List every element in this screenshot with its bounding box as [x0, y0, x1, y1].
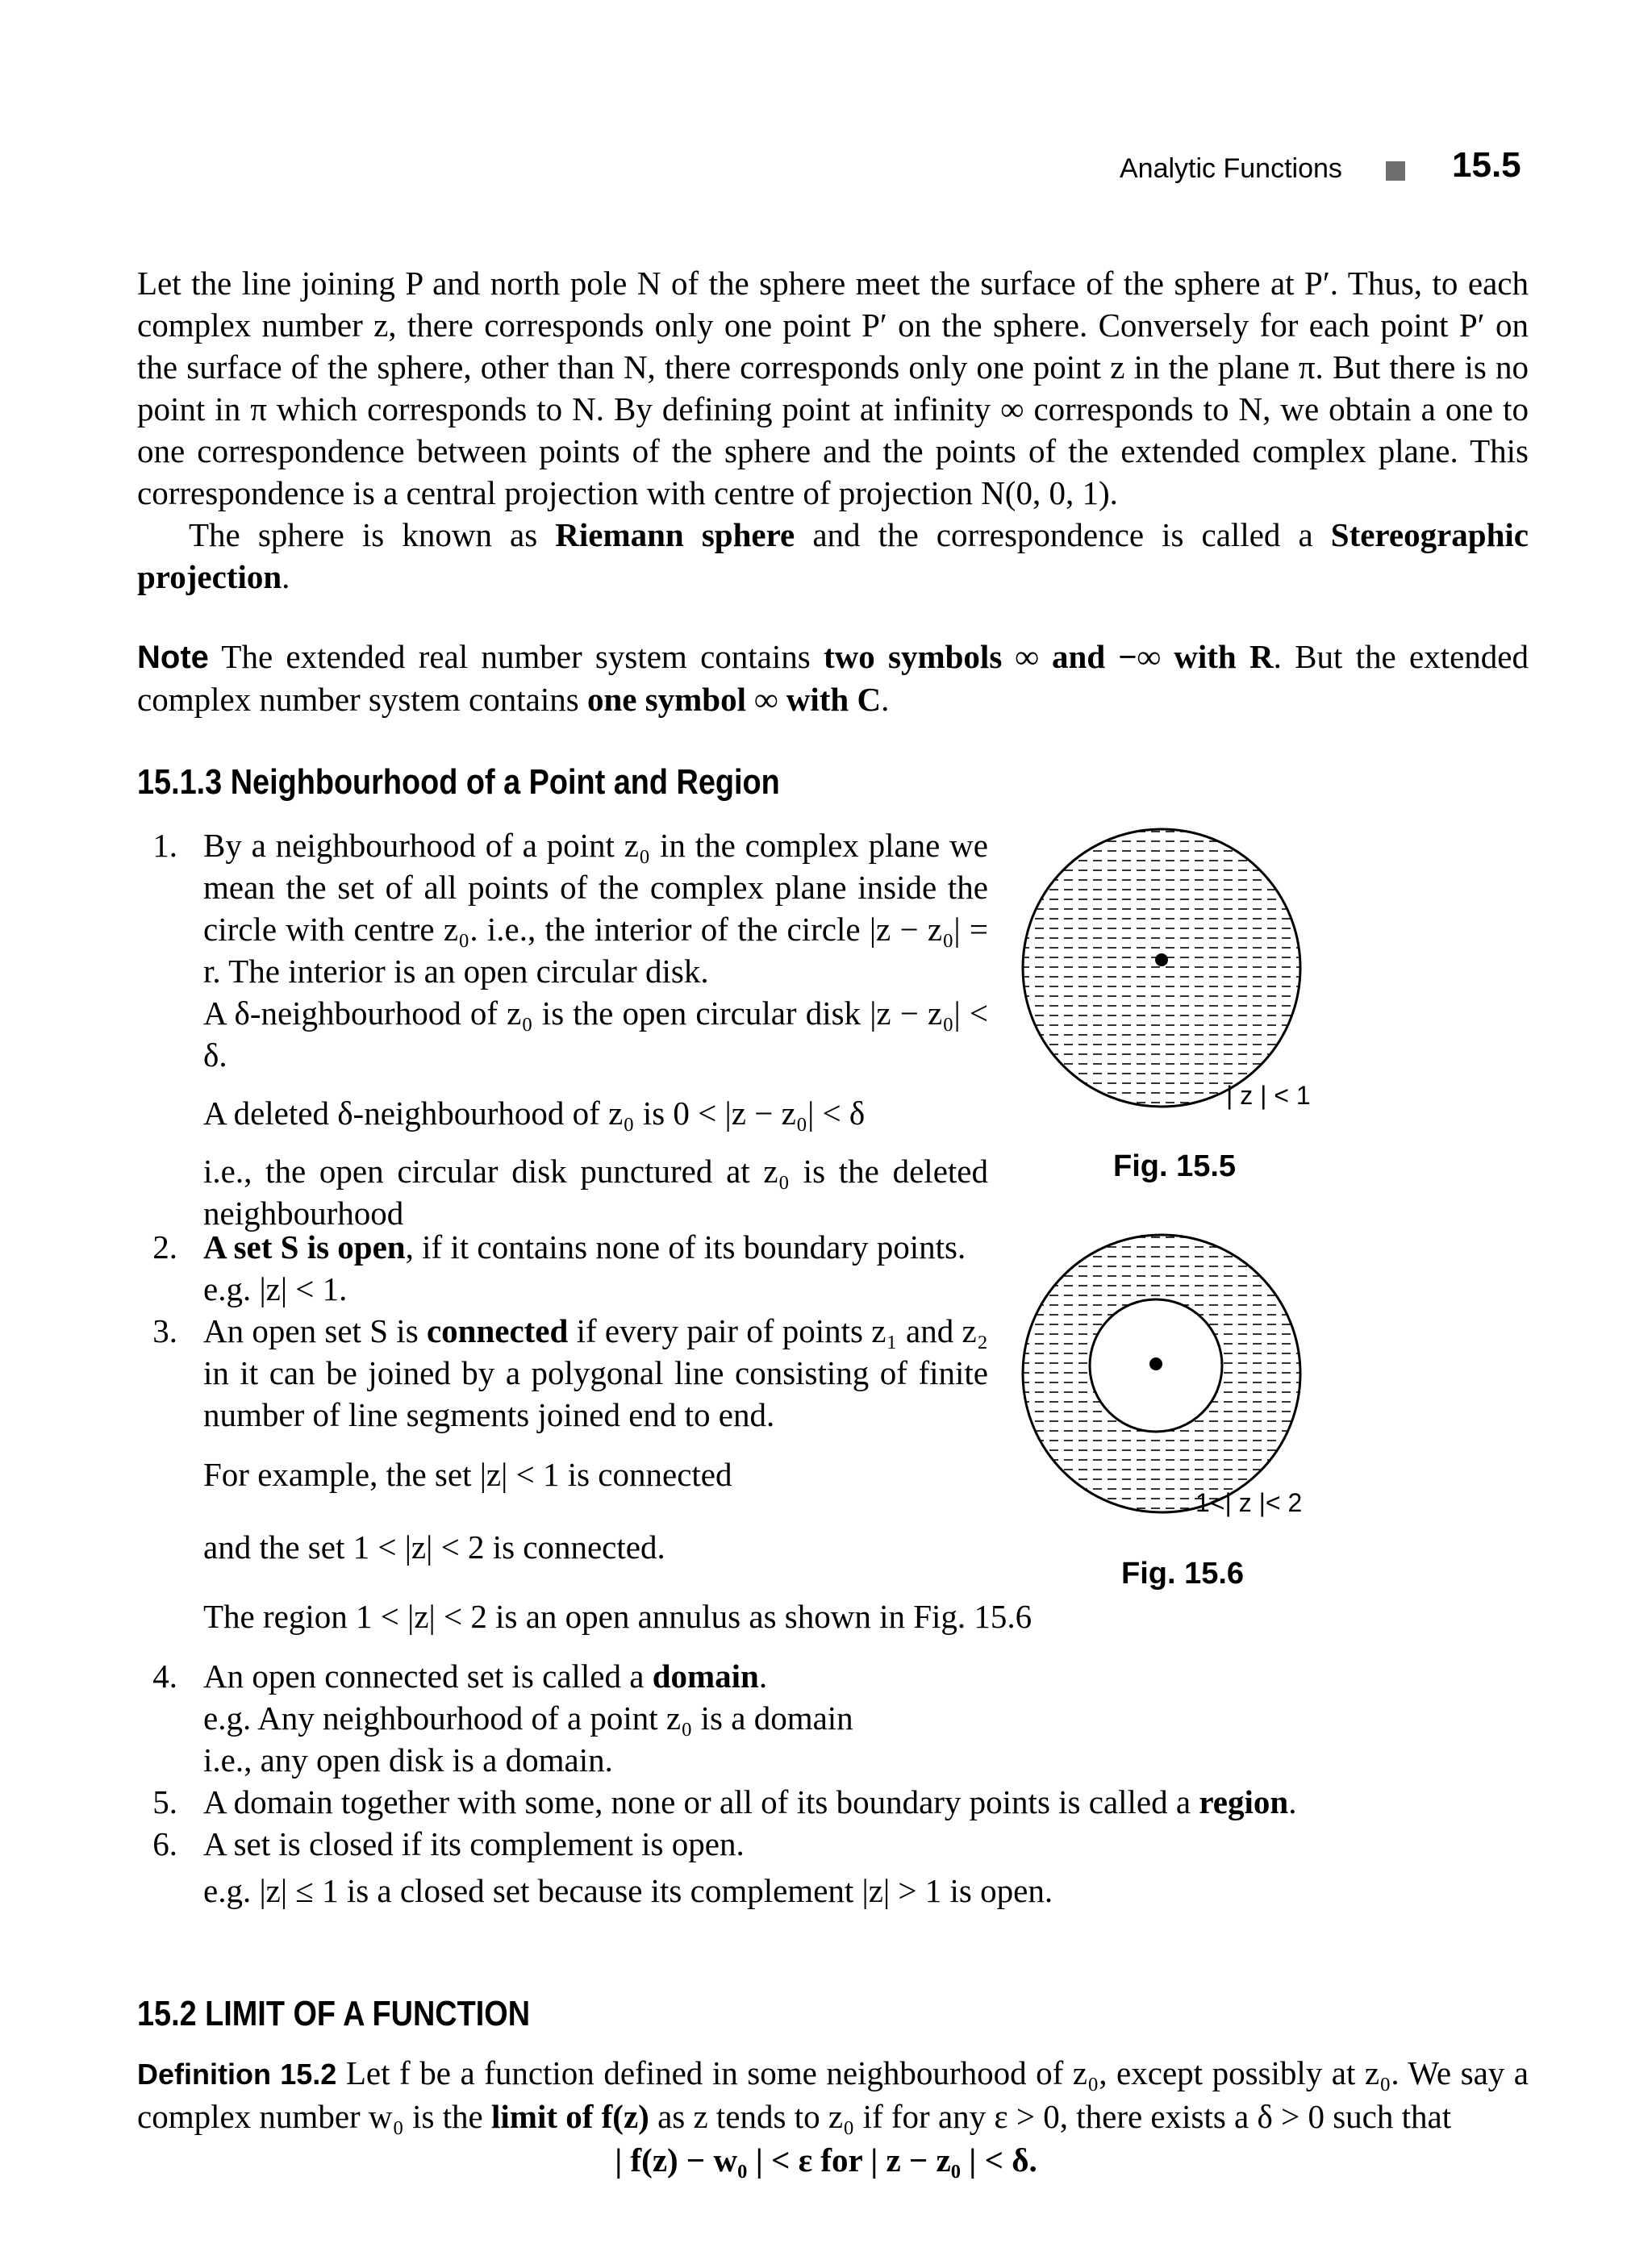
item3-text [203, 1310, 988, 1436]
center-point [1149, 1357, 1162, 1370]
header-square-icon [1386, 161, 1405, 181]
riemann-paragraph [137, 514, 1529, 598]
note-bold-1: two symbols ∞ and −∞ with R [823, 638, 1274, 675]
item3-example-2: and the set 1 < |z| < 2 is connected. [203, 1528, 665, 1566]
list-item-2 [137, 1226, 988, 1310]
item-number: 4. [152, 1658, 177, 1695]
note-bold-2: one symbol ∞ with C [586, 681, 882, 718]
item4-bold-term: domain [652, 1658, 759, 1695]
definition-text-1: Let f be a function defined in some neighbourhood of z₀, except possibly at z₀. We say a complex number w₀ is the [137, 2054, 1529, 2135]
figure-15-5-label: | z | < 1 [1226, 1081, 1311, 1110]
item2-text [203, 1226, 988, 1268]
limit-equation: | f(z) − w₀ | < ε for | z − z₀ | < δ. [615, 2141, 1037, 2179]
item2-rest: , if it contains none of its boundary points. [405, 1228, 966, 1266]
item5-bold-term: region [1199, 1783, 1289, 1820]
definition-label: Definition 15.2 [137, 2058, 337, 2091]
item3-example-1: For example, the set |z| < 1 is connected [203, 1456, 732, 1493]
item-number: 5. [152, 1783, 177, 1820]
item1-delta-neighbourhood: A δ-neighbourhood of z₀ is the open circular disk |z − z₀| < δ. [203, 995, 988, 1074]
disk-boundary [1023, 829, 1300, 1107]
item2-example: e.g. |z| < 1. [203, 1270, 348, 1307]
figure-15-6-label: 1<| z |< 2 [1195, 1488, 1303, 1517]
item1-punctured-disk: i.e., the open circular disk punctured at z₀ is the deleted neighbourhood [203, 1153, 988, 1232]
item-number: 6. [152, 1825, 177, 1862]
riemann-post: . [282, 558, 290, 595]
item1-definition: By a neighbourhood of a point z₀ in the complex plane we mean the set of all points of the complex plane inside the circle with centre z₀. i.e., the interior of the circle |z − z₀| = r. The interior is an open circular disk. [203, 827, 988, 990]
figure-15-6-annulus [1020, 1232, 1303, 1515]
item4-text [203, 1655, 1529, 1697]
figure-15-5-caption: Fig. 15.5 [1113, 1149, 1237, 1183]
item6-example: e.g. |z| ≤ 1 is a closed set because its complement |z| > 1 is open. [203, 1872, 1053, 1909]
item5-text [203, 1781, 1529, 1823]
figure-15-6-caption: Fig. 15.6 [1121, 1557, 1245, 1591]
section-heading-15-1-3: 15.1.3 Neighbourhood of a Point and Region [137, 762, 780, 802]
definition-15-2 [137, 2052, 1529, 2137]
item4-example: e.g. Any neighbourhood of a point z₀ is a domain [203, 1699, 853, 1737]
note-text-3: . [881, 681, 890, 718]
intro-text: Let the line joining P and north pole N of the sphere meet the surface of the sphere at P′. Thus, to each complex number z, there corresponds only one point P′ on the sphere. Conversely for each point P′ on the surface of the sphere, other than N, there corresponds only one point z in the plane π. But there is no point in π which corresponds to N. By defining point at infinity ∞ corresponds to N, we obtain a one to one correspondence between points of the sphere and the points of the extended complex plane. This correspondence is a central projection with centre of projection N(0, 0, 1). [137, 265, 1529, 511]
center-point [1155, 953, 1168, 966]
item4-post: . [758, 1658, 768, 1695]
note-text-2: . But the extended complex number system contains [137, 638, 1529, 718]
item3-pre: An open set S is [203, 1312, 427, 1349]
item3-bold-term: connected [426, 1312, 569, 1349]
figure-15-5-disk [1020, 827, 1303, 1109]
riemann-mid: and the correspondence is called a [795, 516, 1331, 553]
item3-rest: if every pair of points z₁ and z₂ in it can be joined by a polygonal line consisting of finite number of line segments joined end to end. [203, 1312, 988, 1433]
note-paragraph [137, 636, 1529, 720]
item-number: 1. [152, 827, 177, 864]
section-heading-15-2: 15.2 LIMIT OF A FUNCTION [137, 1994, 531, 2033]
item2-bold-term: A set S is open [203, 1228, 406, 1266]
item-number: 2. [152, 1228, 177, 1266]
item3-example-3: The region 1 < |z| < 2 is an open annulus as shown in Fig. 15.6 [203, 1598, 1032, 1635]
definition-bold-term: limit of f(z) [491, 2098, 649, 2135]
note-text-1: The extended real number system contains [208, 638, 824, 675]
riemann-pre: The sphere is known as [189, 516, 556, 553]
list-item-1 [137, 824, 988, 1234]
list-item-3 [137, 1310, 988, 1568]
item5-pre: A domain together with some, none or all of its boundary points is called a [203, 1783, 1199, 1820]
stereographic-projection-term: Stereographic projection [137, 516, 1529, 595]
definition-text-2: as z tends to z₀ if for any ε > 0, there exists a δ > 0 such that [649, 2098, 1452, 2135]
page-number: 15.5 [1452, 145, 1521, 185]
running-header-title: Analytic Functions [1120, 153, 1342, 184]
item4-ie: i.e., any open disk is a domain. [203, 1741, 613, 1779]
item1-deleted-neighbourhood: A deleted δ-neighbourhood of z₀ is 0 < |z − z₀| < δ [203, 1095, 866, 1132]
intro-paragraph [137, 262, 1529, 598]
item5-post: . [1288, 1783, 1297, 1820]
note-label: Note [137, 640, 209, 675]
item6-text: A set is closed if its complement is open. [203, 1825, 745, 1862]
riemann-sphere-term: Riemann sphere [555, 516, 795, 553]
item-number: 3. [152, 1312, 177, 1349]
item4-pre: An open connected set is called a [203, 1658, 653, 1695]
list-items-4-6 [137, 1655, 1529, 1912]
